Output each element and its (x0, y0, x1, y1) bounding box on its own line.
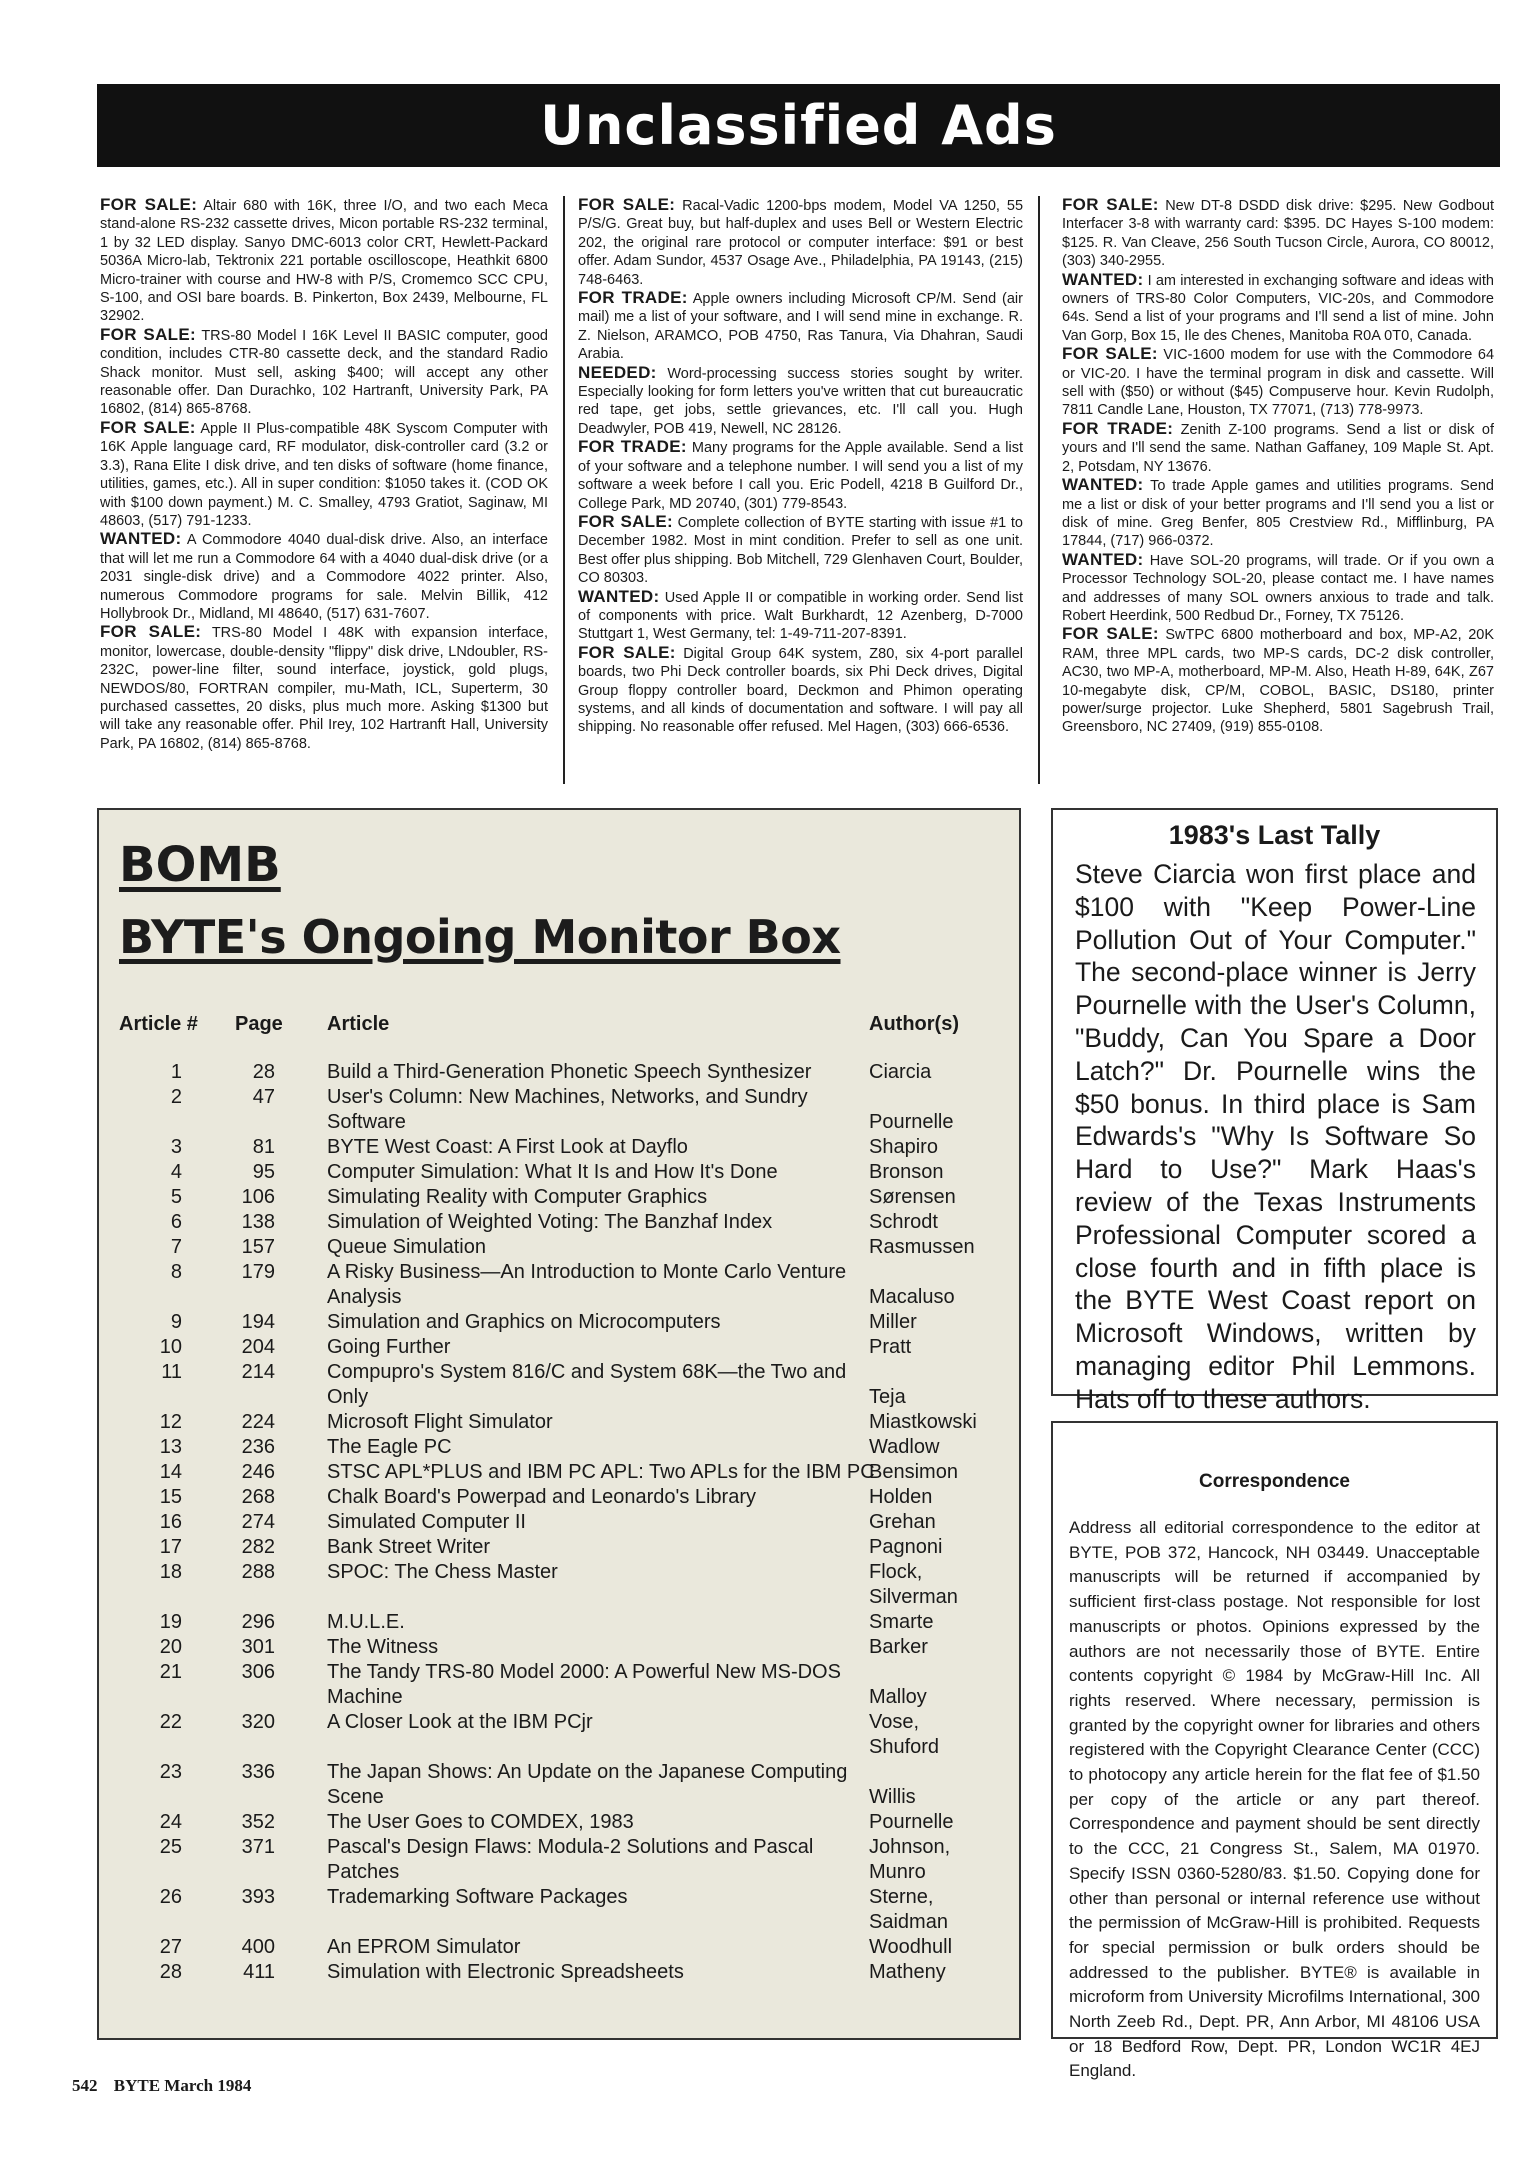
page-ref: 28 (252, 1061, 275, 1083)
article-number: 25 (159, 1836, 182, 1858)
page-ref: 157 (241, 1236, 275, 1258)
article-title: A Risky Business—An Introduction to Monte Carlo Venture Analysis (327, 1261, 847, 1308)
article-number: 19 (159, 1611, 182, 1633)
bomb-subtitle: BYTE's Ongoing Monitor Box (119, 910, 841, 964)
ad-item (1062, 196, 1494, 271)
ad-text: Apple II Plus-compatible 48K Syscom Computer with 16K Apple language card, RF modulator, disk-controller card (3.2 or 3.3), Rana Elite I disk drive, and ten disks of software (home finance, utilities, games, etc.). All in super condition: $1050 takes it. (COD OK with $100 down payment.) M. C. Smalley, 4793 Gratiot, Saginaw, MI 48603, (517) 791-1233. (100, 420, 548, 529)
article-title: The Japan Shows: An Update on the Japanese Computing Scene (327, 1761, 848, 1808)
ad-text: To trade Apple games and utilities programs. Send me a list or disk of your better programs and I'll send you a list or disk of mine. Greg Benfer, 805 Crestview Rd., Mifflinburg, PA 17844, (717) 966-0372. (1062, 478, 1494, 550)
article-author: Rasmussen (869, 1236, 975, 1258)
header-authors: Author(s) (869, 1013, 959, 1035)
article-title: Queue Simulation (327, 1236, 486, 1258)
article-author: Miastkowski (869, 1411, 977, 1433)
table-row (99, 1060, 1019, 1085)
ad-text: Word-processing success stories sought by writer. Especially looking for form letters you've written that cut bureaucratic red tape, get jobs, settle grievances, etc. I'll call you. Hugh Deadwyler, POB 419, Newell, NC 28126. (578, 365, 1023, 437)
ad-item (100, 326, 548, 419)
page-ref: 224 (241, 1411, 275, 1433)
ad-text: TRS-80 Model I 16K Level II BASIC computer, good condition, includes CTR-80 cassette deck, and the standard Radio Shack monitor. Must sell, asking $400; will accept any other reasonable offer. Dan Durachko, 102 Hartranft, University Park, PA 16802, (814) 865-8768. (100, 327, 548, 418)
article-author: Wadlow (869, 1436, 940, 1458)
article-title: Build a Third-Generation Phonetic Speech Synthesizer (327, 1061, 812, 1083)
article-author: Sterne, Saidman (869, 1886, 948, 1933)
table-row (99, 1135, 1019, 1160)
article-title: Computer Simulation: What It Is and How It's Done (327, 1161, 778, 1183)
article-title: The Eagle PC (327, 1436, 452, 1458)
ad-tag: FOR SALE: (100, 417, 196, 437)
table-row (99, 1185, 1019, 1210)
article-author: Macaluso (869, 1286, 955, 1308)
ad-tag: WANTED: (1062, 475, 1144, 495)
ad-tag: NEEDED: (578, 362, 657, 382)
article-number: 17 (159, 1536, 182, 1558)
article-title: The Tandy TRS-80 Model 2000: A Powerful New MS-DOS Machine (327, 1661, 841, 1708)
ad-tag: WANTED: (1062, 269, 1144, 289)
correspondence-text: Address all editorial correspondence to the editor at BYTE, POB 372, Hancock, NH 03449. Unacceptable manuscripts will be returned if accompanied by sufficient first-class postage. Not responsible for lost manuscripts or photos. Opinions expressed by the authors are not necessarily those of BYTE. Entire contents copyright © 1984 by McGraw-Hill Inc. All rights reserved. Where necessary, permission is granted by the copyright owner for libraries and others registered with the Copyright Clearance Center (CCC) to photocopy any article herein for the flat fee of $1.50 per copy of the article or any part thereof. Correspondence and payment should be sent directly to the CCC, 21 Congress St., Salem, MA 01970. Specify ISSN 0360-5280/83. $1.50. Copying done for other than personal or internal reference use without the permission of McGraw-Hill is prohibited. Requests for special permission or bulk orders should be addressed to the publisher. BYTE® is available in microform from University Microfilms International, 300 North Zeeb Rd., Dept. PR, Ann Arbor, MI 48106 USA or 18 Bedford Row, Dept. PR, London WC1R 4EJ England. (1069, 1518, 1480, 2081)
publication-info: BYTE March 1984 (113, 2076, 252, 2095)
ad-text: New DT-8 DSDD disk drive: $295. New Godbout Interfacer 3-8 with warranty card: $395. DC Hayes S-100 modem: $125. R. Van Cleave, 256 South Tucson Circle, Aurora, CO 80012, (303) 340-2955. (1062, 198, 1494, 270)
article-number: 15 (159, 1486, 182, 1508)
article-number: 28 (159, 1961, 182, 1983)
correspondence-title: Correspondence (1199, 1471, 1350, 1492)
article-author: Barker (869, 1636, 928, 1658)
column-divider (563, 196, 565, 784)
ad-tag: FOR SALE: (1062, 624, 1159, 644)
article-author: Willis (869, 1786, 916, 1808)
table-row (99, 1360, 1019, 1410)
ad-text: Racal-Vadic 1200-bps modem, Model VA 1250, 55 P/S/G. Great buy, but half-duplex and uses Bell or Western Electric 202, the original rare protocol or computer interface: $91 or best offer. Adam Sundor, 4537 Osage Ave., Philadelphia, PA 19143, (215) 748-6463. (578, 198, 1023, 288)
article-number: 13 (159, 1436, 182, 1458)
article-number: 16 (159, 1511, 182, 1533)
page-ref: 236 (241, 1436, 275, 1458)
ad-tag: FOR TRADE: (578, 288, 688, 308)
table-row (99, 1935, 1019, 1960)
table-row (99, 1960, 1019, 1985)
article-number: 21 (159, 1661, 182, 1683)
article-number: 9 (170, 1311, 182, 1333)
ad-text: A Commodore 4040 dual-disk drive. Also, an interface that will let me run a Commodore 64 with a 4040 dual-disk drive (or a 2031 single-disk drive) and a Commodore 4022 printer. Also, numerous Commodore programs for sale. Melvin Billik, 412 Hollybrook Dr., Midland, MI 48640, (517) 631-7607. (100, 532, 548, 622)
table-row (99, 1485, 1019, 1510)
page-number: 542 (72, 2076, 98, 2095)
ad-tag: FOR SALE: (100, 196, 198, 214)
ad-item (578, 364, 1023, 439)
ad-item (100, 196, 548, 326)
ad-text: VIC-1600 modem for use with the Commodore 64 or VIC-20. I have the terminal program in disk and cassette. Will sell with ($50) or without ($45) Compuserve hour. Kevin Rudolph, 7811 Candle Lane, Houston, TX 77071, (713) 778-9973. (1062, 347, 1494, 419)
page-ref: 268 (241, 1486, 275, 1508)
article-author: Vose, Shuford (869, 1711, 940, 1758)
article-number: 14 (159, 1461, 182, 1483)
article-author: Bensimon (869, 1461, 958, 1483)
article-author: Ciarcia (869, 1061, 932, 1083)
page-ref: 194 (241, 1311, 275, 1333)
ad-item (100, 623, 548, 753)
article-title: STSC APL*PLUS and IBM PC APL: Two APLs for the IBM PC (327, 1461, 875, 1483)
header-article: Article (327, 1013, 390, 1035)
page-footer (72, 2076, 251, 2096)
article-title: An EPROM Simulator (327, 1936, 521, 1958)
ad-tag: FOR SALE: (578, 642, 676, 662)
table-row (99, 1335, 1019, 1360)
ad-item (1062, 420, 1494, 476)
article-title: A Closer Look at the IBM PCjr (327, 1711, 593, 1733)
article-author: Smarte (869, 1611, 934, 1633)
ad-text: Have SOL-20 programs, will trade. Or if you own a Processor Technology SOL-20, please contact me. I have names and addresses of many SOL owners anxious to trade and talk. Robert Heerdink, 500 Redbud Dr., Forney, TX 75126. (1062, 552, 1494, 624)
ad-tag: FOR SALE: (1062, 344, 1158, 364)
article-number: 18 (159, 1561, 182, 1583)
ad-text: Altair 680 with 16K, three I/O, and two each Meca stand-alone RS-232 cassette drives, Micon portable RS-232 terminal, 1 by 32 LED display. Sanyo DMC-6013 color CRT, Hewlett-Packard 5036A Micro-lab, Tektronix 221 portable oscilloscope, Heathkit 6800 Micro-trainer with course and HW-8 with P/S, Cromemco SCC CPU, S-100, and OSI bare boards. B. Pinkerton, Box 2439, Melbourne, FL 32902. (100, 198, 548, 325)
page-ref: 47 (252, 1086, 275, 1108)
article-author: Miller (869, 1311, 917, 1333)
tally-box (1051, 808, 1498, 1414)
ad-text: Zenith Z-100 programs. Send a list or disk of yours and I'll send the same. Nathan Gaffaney, 109 Maple St. Apt. 2, Potsdam, NY 13676. (1062, 421, 1494, 475)
article-title: Simulation and Graphics on Microcomputers (327, 1311, 721, 1333)
article-title: Going Further (327, 1336, 451, 1358)
table-row (99, 1435, 1019, 1460)
table-row (99, 1635, 1019, 1660)
page-ref: 400 (241, 1936, 275, 1958)
ad-item (578, 438, 1023, 513)
page-ref: 352 (241, 1811, 275, 1833)
article-title: Compupro's System 816/C and System 68K—the Two and Only (327, 1361, 847, 1408)
ad-tag: FOR SALE: (578, 511, 673, 531)
ad-tag: FOR SALE: (100, 622, 202, 642)
article-author: Pournelle (869, 1111, 954, 1133)
ad-item (100, 530, 548, 623)
article-author: Holden (869, 1486, 933, 1508)
article-title: User's Column: New Machines, Networks, and Sundry Software (327, 1086, 808, 1133)
article-title: Pascal's Design Flaws: Modula-2 Solutions and Pascal Patches (327, 1836, 814, 1883)
ad-text: Digital Group 64K system, Z80, six 4-port parallel boards, two Phi Deck controller boards, six Phi Deck drives, Digital Group floppy controller board, Deckmon and Phimon operating systems, and all kinds of documentation and software. I will pay all shipping. No reasonable offer refused. Mel Hagen, (303) 666-6536. (578, 645, 1023, 736)
article-author: Matheny (869, 1961, 946, 1983)
ad-text: SwTPC 6800 motherboard and box, MP-A2, 20K RAM, three MPL cards, two MP-S cards, DC-2 disk controller, AC30, two MP-A, motherboard, MP-M. Also, Heath H-89, 64K, Z67 10-megabyte disk, CP/M, COBOL, BASIC, DS180, printer power/surge projector. Luke Shepherd, 5801 Sagebrush Trail, Greensboro, NC 27409, (919) 855-0108. (1062, 627, 1494, 736)
table-row (99, 1160, 1019, 1185)
table-row (99, 1810, 1019, 1835)
article-number: 8 (170, 1261, 182, 1283)
table-row (99, 1885, 1019, 1935)
article-author: Sørensen (869, 1186, 956, 1208)
ad-text: I am interested in exchanging software and ideas with owners of TRS-80 Color Computers, VIC-20s, and Commodore 64s. Send a list of your programs and I'll send a list of mine. John Van Gorp, Box 15, Ile des Chenes, Manitoba R0A 0T0, Canada. (1062, 272, 1494, 344)
ad-item (1062, 476, 1494, 551)
article-author: Malloy (869, 1686, 927, 1708)
page-ref: 138 (241, 1211, 275, 1233)
article-author: Pagnoni (869, 1536, 943, 1558)
article-number: 27 (159, 1936, 182, 1958)
table-row (99, 1835, 1019, 1885)
page-ref: 306 (241, 1661, 275, 1683)
table-row (99, 1535, 1019, 1560)
table-row (99, 1710, 1019, 1760)
table-row (99, 1210, 1019, 1235)
page-ref: 179 (241, 1261, 275, 1283)
ad-tag: FOR TRADE: (1062, 418, 1174, 438)
column-divider (1038, 196, 1040, 784)
page-ref: 336 (241, 1761, 275, 1783)
article-number: 11 (161, 1361, 182, 1383)
article-author: Bronson (869, 1161, 944, 1183)
table-row (99, 1460, 1019, 1485)
ad-text: Used Apple II or compatible in working order. Send list of components with price. Walt Burkhardt, 12 Azenberg, D-7000 Stuttgart 1, West Germany, tel: 1-49-711-207-8391. (578, 589, 1023, 643)
page-ref: 204 (241, 1336, 275, 1358)
ad-item (1062, 271, 1494, 346)
tally-text: Steve Ciarcia won first place and $100 with "Keep Power-Line Pollution Out of Your Computer." The second-place winner is Jerry Pournelle with the User's Column, "Buddy, Can You Spare a Door Latch?" Dr. Pournelle wins the $50 bonus. In third place is Sam Edwards's "Why Is Software So Hard to Use?" Mark Haas's review of the Texas Instruments Professional Computer scored a close fourth and in fifth place is the BYTE West Coast report on Microsoft Windows, written by managing editor Phil Lemmons. Hats off to these authors. (1075, 859, 1476, 1414)
ad-tag: FOR TRADE: (578, 437, 687, 457)
bomb-box (97, 808, 1021, 2040)
ad-text: Many programs for the Apple available. Send a list of your software and a telephone number. I will send you a list of my software a week before I call you. Eric Podell, 4218 B Guilford Dr., College Park, MD 20740, (301) 779-8543. (578, 440, 1023, 512)
page-ref: 246 (241, 1461, 275, 1483)
header-page: Page (235, 1013, 283, 1035)
article-author: Johnson, Munro (869, 1836, 951, 1883)
article-number: 24 (159, 1811, 182, 1833)
page-ref: 81 (252, 1136, 275, 1158)
article-number: 4 (170, 1161, 182, 1183)
ads-column-3 (1062, 196, 1494, 786)
ad-item (100, 419, 548, 530)
article-number: 20 (159, 1636, 182, 1658)
page-ref: 320 (241, 1711, 275, 1733)
page-title: Unclassified Ads (540, 94, 1057, 157)
ad-tag: WANTED: (1062, 549, 1144, 569)
table-row (99, 1560, 1019, 1610)
header-bar (97, 84, 1500, 167)
page-ref: 301 (241, 1636, 275, 1658)
article-title: SPOC: The Chess Master (327, 1561, 558, 1583)
page-ref: 411 (243, 1961, 275, 1983)
article-title: Bank Street Writer (327, 1536, 491, 1558)
ad-text: TRS-80 Model I 48K with expansion interface, monitor, lowercase, double-density "flippy" disk drive, LNdoubler, RS-232C, power-line filter, sound interface, joystick, gold plugs, NEWDOS/80, FORTRAN compiler, mu-Math, ICL, Superterm, 30 purchased cassettes, 20 disks, plus much more. Asking $1300 but will take any reasonable offer. Phil Irey, 102 Hartranft Hall, University Park, PA 16802, (814) 865-8768. (100, 625, 548, 752)
ads-column-2 (578, 196, 1023, 786)
page-ref: 288 (241, 1561, 275, 1583)
article-number: 3 (170, 1136, 182, 1158)
article-author: Schrodt (869, 1211, 938, 1233)
table-row (99, 1260, 1019, 1310)
table-row (99, 1085, 1019, 1135)
header-article-number: Article # (119, 1013, 198, 1035)
ad-item (578, 644, 1023, 737)
table-row (99, 1235, 1019, 1260)
article-title: Simulation with Electronic Spreadsheets (327, 1961, 684, 1983)
ad-tag: FOR SALE: (578, 196, 676, 214)
bomb-table (99, 1060, 1019, 1985)
page-ref: 296 (241, 1611, 275, 1633)
article-number: 10 (159, 1336, 182, 1358)
ad-item (1062, 625, 1494, 736)
article-number: 1 (170, 1061, 182, 1083)
correspondence-box (1051, 1421, 1498, 2081)
article-title: BYTE West Coast: A First Look at Dayflo (327, 1136, 688, 1158)
ad-tag: WANTED: (578, 586, 660, 606)
page-ref: 214 (241, 1361, 275, 1383)
article-author: Flock, Silverman (869, 1561, 958, 1608)
article-number: 5 (170, 1186, 182, 1208)
table-row (99, 1760, 1019, 1810)
article-number: 22 (159, 1711, 182, 1733)
article-author: Teja (869, 1386, 906, 1408)
article-author: Pournelle (869, 1811, 954, 1833)
page-ref: 274 (241, 1511, 275, 1533)
page-ref: 393 (241, 1886, 275, 1908)
page-ref: 282 (241, 1536, 275, 1558)
ad-text: Apple owners including Microsoft CP/M. Send (air mail) me a list of your software, and I will send mine in exchange. R. Z. Nielson, ARAMCO, POB 4750, Ras Tanura, Via Dhahran, Saudi Arabia. (578, 291, 1023, 363)
article-title: The Witness (327, 1636, 439, 1658)
ad-item (1062, 551, 1494, 626)
ad-tag: WANTED: (100, 529, 182, 549)
ad-tag: FOR SALE: (1062, 196, 1159, 214)
article-number: 12 (159, 1411, 182, 1433)
page-ref: 371 (241, 1836, 275, 1858)
article-title: Simulating Reality with Computer Graphics (327, 1186, 708, 1208)
ad-item (578, 289, 1023, 364)
table-row (99, 1610, 1019, 1635)
bomb-title: BOMB (119, 837, 281, 893)
article-author: Pratt (869, 1336, 912, 1358)
tally-title: 1983's Last Tally (1168, 820, 1381, 850)
ad-text: Complete collection of BYTE starting with issue #1 to December 1982. Most in mint condition. Prefer to sell as one unit. Best offer plus shipping. Bob Mitchell, 729 Glenhaven Court, Boulder, CO 80303. (578, 514, 1023, 587)
article-number: 23 (159, 1761, 182, 1783)
ad-item (578, 513, 1023, 588)
article-title: Chalk Board's Powerpad and Leonardo's Library (327, 1486, 757, 1508)
ad-item (578, 196, 1023, 289)
article-title: M.U.L.E. (327, 1611, 405, 1633)
table-row (99, 1510, 1019, 1535)
ad-item (578, 588, 1023, 644)
ads-column-1 (100, 196, 548, 786)
table-row (99, 1310, 1019, 1335)
article-author: Shapiro (869, 1136, 938, 1158)
article-number: 2 (170, 1086, 182, 1108)
article-author: Grehan (869, 1511, 936, 1533)
article-title: The User Goes to COMDEX, 1983 (327, 1811, 634, 1833)
ad-tag: FOR SALE: (100, 324, 196, 344)
article-author: Woodhull (869, 1936, 953, 1958)
article-number: 26 (159, 1886, 182, 1908)
page-ref: 95 (252, 1161, 275, 1183)
article-title: Trademarking Software Packages (327, 1886, 628, 1908)
table-row (99, 1660, 1019, 1710)
article-title: Simulation of Weighted Voting: The Banzhaf Index (327, 1211, 773, 1233)
article-number: 7 (170, 1236, 182, 1258)
article-title: Microsoft Flight Simulator (327, 1411, 553, 1433)
article-number: 6 (170, 1211, 182, 1233)
table-row (99, 1410, 1019, 1435)
ad-item (1062, 345, 1494, 420)
article-title: Simulated Computer II (327, 1511, 526, 1533)
page-ref: 106 (241, 1186, 275, 1208)
